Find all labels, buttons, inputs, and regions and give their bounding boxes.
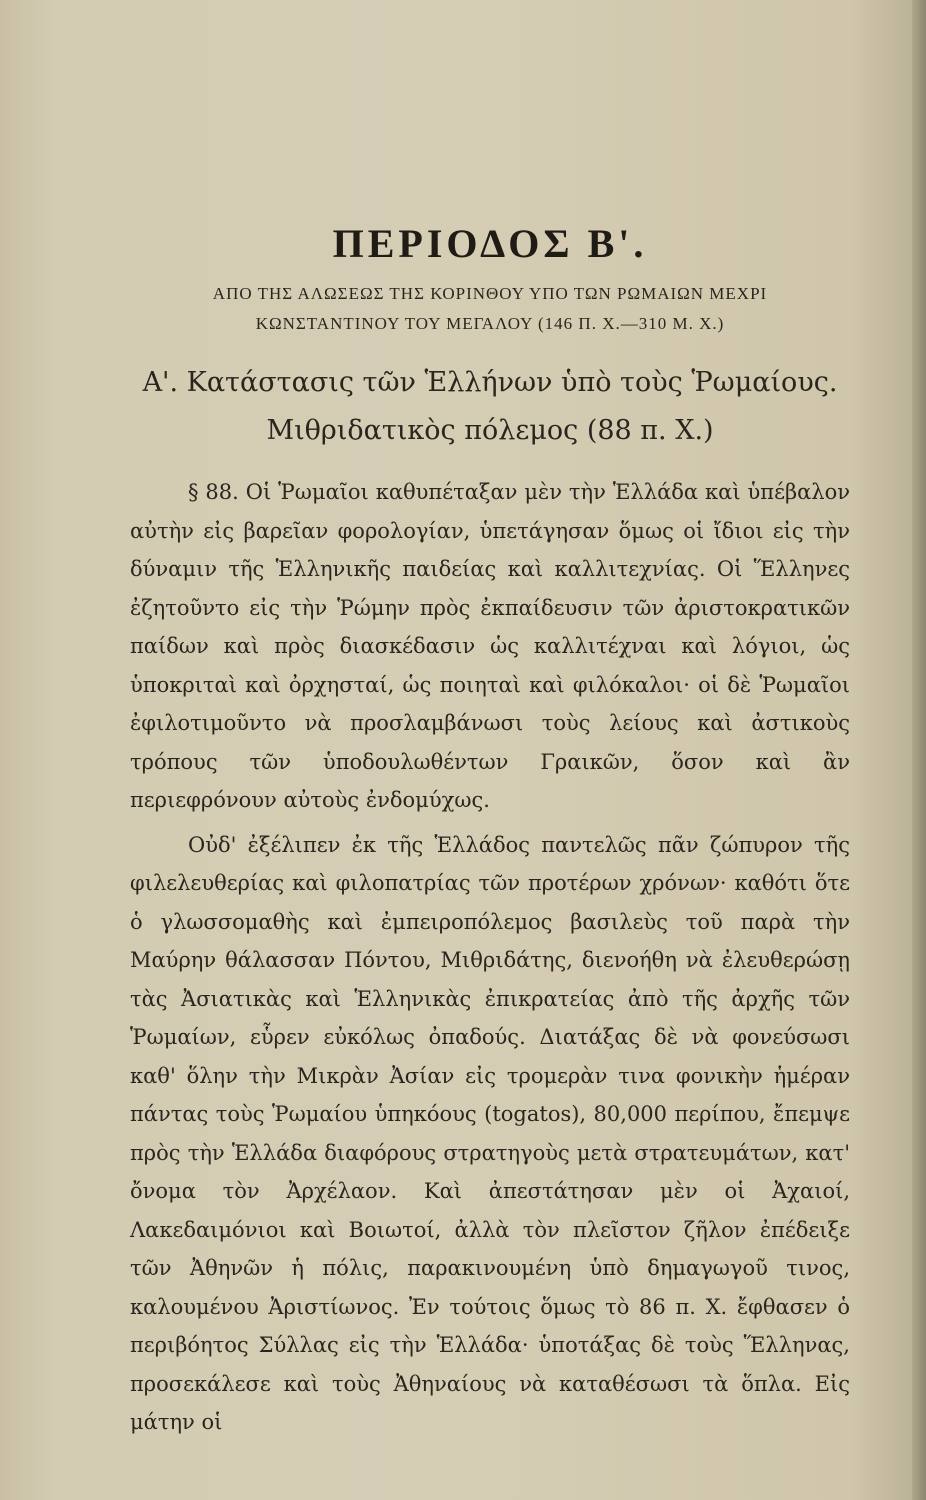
chapter-heading [130,359,850,455]
subtitle-line-2: ΚΩΝΣΤΑΝΤΙΝΟΥ ΤΟΥ ΜΕΓΑΛΟΥ (146 Π. Χ.—310 Μ. Χ.) [255,314,725,333]
page-text-block [130,220,850,1442]
paragraph-88: § 88. Οἱ Ῥωμαῖοι καθυπέταξαν μὲν τὴν Ἑλλάδα καὶ ὑπέβαλον αὐτὴν εἰς βαρεῖαν φορολογίαν, ὑπετάγησαν ὅμως οἱ ἴδιοι εἰς τὴν δύναμιν τῆς Ἑλληνικῆς παιδείας καὶ καλλιτεχνίας. Οἱ Ἕλληνες ἐζητοῦντο εἰς τὴν Ῥώμην πρὸς ἐκπαίδευσιν τῶν ἀριστοκρατικῶν παίδων καὶ πρὸς διασκέδασιν ὡς καλλιτέχναι καὶ λόγιοι, ὡς ὑποκριταὶ καὶ ὀρχησταί, ὡς ποιηταὶ καὶ φιλόκαλοι· οἱ δὲ Ῥωμαῖοι ἐφιλοτιμοῦντο νὰ προσλαμβάνωσι τοὺς λείους καὶ ἀστικοὺς τρόπους τῶν ὑποδουλωθέντων Γραικῶν, ὅσον καὶ ἂν περιεφρόνουν αὐτοὺς ἐνδομύχως. [130,480,850,812]
chapter-heading-line-2: Μιθριδατικὸς πόλεμος (88 π. Χ.) [266,415,714,446]
page-binding-edge [912,0,926,1500]
subtitle-line-1: ΑΠΟ ΤΗΣ ΑΛΩΣΕΩΣ ΤΗΣ ΚΟΡΙΝΘΟΥ ΥΠΟ ΤΩΝ ΡΩΜΑΙΩΝ ΜΕΧΡΙ [212,284,768,303]
paragraph-mithridates: Οὐδ' ἐξέλιπεν ἐκ τῆς Ἑλλάδος παντελῶς πᾶν ζώπυρον τῆς φιλελευθερίας καὶ φιλοπατρίας τῶν προτέρων χρόνων· καθότι ὅτε ὁ γλωσσομαθὴς καὶ ἐμπειροπόλεμος βασιλεὺς τοῦ παρὰ τὴν Μαύρην θάλασσαν Πόντου, Μιθριδάτης, διενοήθη νὰ ἐλευθερώσῃ τὰς Ἀσιατικὰς καὶ Ἑλληνικὰς ἐπικρατείας ἀπὸ τῆς ἀρχῆς τῶν Ῥωμαίων, εὗρεν εὐκόλως ὀπαδούς. Διατάξας δὲ νὰ φονεύσωσι καθ' ὅλην τὴν Μικρὰν Ἀσίαν εἰς τρομερὰν τινα φονικὴν ἡμέραν πάντας τοὺς Ῥωμαίου ὑπηκόους (togatos), 80,000 περίπου, ἔπεμψε πρὸς τὴν Ἑλλάδα διαφόρους στρατηγοὺς μετὰ στρατευμάτων, κατ' ὄνομα τὸν Ἀρχέλαον. Καὶ ἀπεστάτησαν μὲν οἱ Ἀχαιοί, Λακεδαιμόνιοι καὶ Βοιωτοί, ἀλλὰ τὸν πλεῖστον ζῆλον ἐπέδειξε τῶν Ἀθηνῶν ἡ πόλις, παρακινουμένη ὑπὸ δημαγωγοῦ τινος, καλουμένου Ἀριστίωνος. Ἐν τούτοις ὅμως τὸ 86 π. Χ. ἔφθασεν ὁ περιβόητος Σύλλας εἰς τὴν Ἑλλάδα· ὑποτάξας δὲ τοὺς Ἕλληνας, προσεκάλεσε καὶ τοὺς Ἀθηναίους νὰ καταθέσωσι τὰ ὅπλα. Εἰς μάτην οἱ [130,832,850,1434]
period-title: ΠΕΡΙΟΔΟΣ Β'. [332,221,648,266]
chapter-heading-line-1: Α'. Κατάστασις τῶν Ἑλλήνων ὑπὸ τοὺς Ῥωμαίους. [142,367,838,398]
